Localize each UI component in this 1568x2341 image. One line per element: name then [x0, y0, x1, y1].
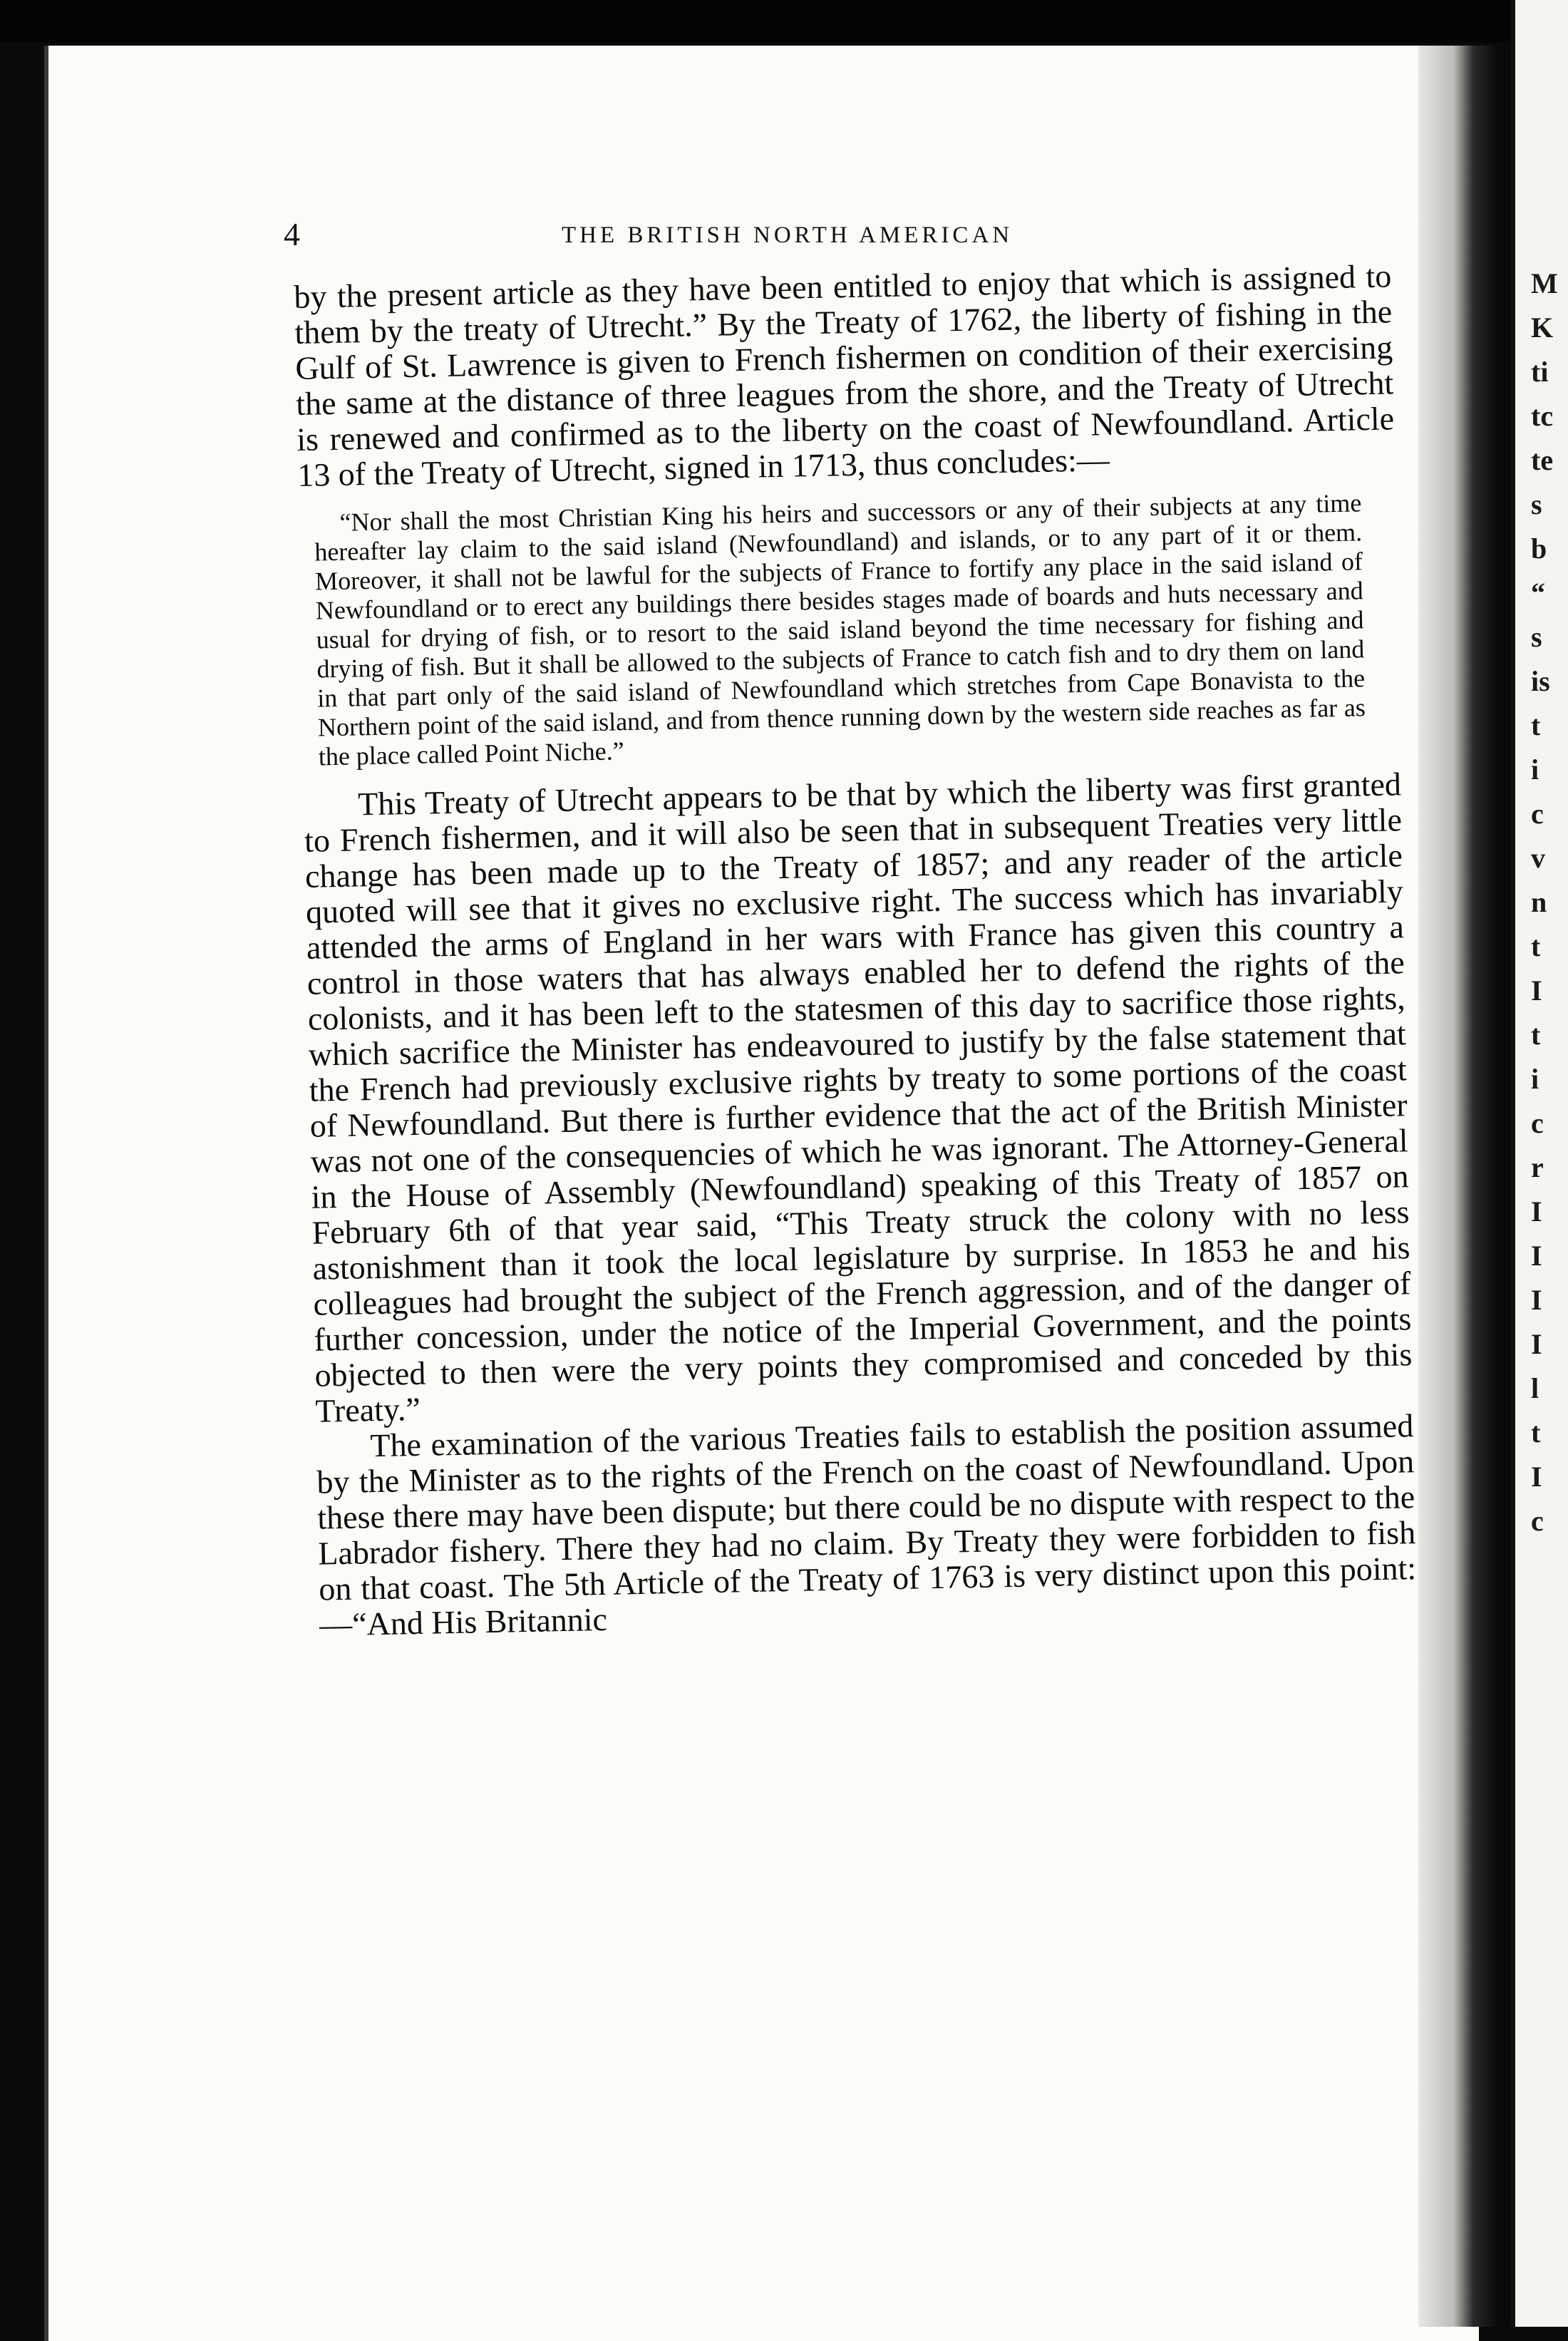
facing-page-letter: M: [1531, 267, 1558, 299]
facing-page-letter: i: [1531, 753, 1539, 786]
facing-page-letter: I: [1531, 1461, 1542, 1493]
facing-page-letter: r: [1531, 1151, 1544, 1183]
facing-page-letter: t: [1531, 930, 1541, 962]
quoted-article-13: “Nor shall the most Christian King his heirs and successors or any of their subjects at any time hereafter lay claim to the said island (Newfoundland) and islands, or to any part of it or them. Moreover, it shall not be lawful for the subjects of France to fortify any place in the said island of Newfoundland or to erect any buildings there besides stages made of boards and huts necessary and usual for drying of fish, or to resort to the said island beyond the time necessary for fishing and drying of fish. But it shall be allowed to the subjects of France to catch fish and to dry them on land in that part only of the said island of Newfoundland which stretches from Cape Bonavista to the Northern point of the said island, and from thence running down by the western side reaches as far as the place called Point Niche.”: [314, 488, 1366, 771]
page-header: [284, 215, 1396, 258]
facing-page-letter: I: [1531, 1328, 1542, 1360]
facing-page-letter: s: [1531, 621, 1542, 653]
facing-page-letter: te: [1531, 444, 1554, 476]
scan-border-top: [0, 0, 1568, 43]
running-title: THE BRITISH NORTH AMERICAN: [562, 222, 1013, 248]
facing-page-letter: tc: [1531, 400, 1554, 432]
paragraph-treaty-1762: by the present article as they have been entitled to enjoy that which is assigned to them by the treaty of Utrecht.” By the Treaty of 1762, the liberty of fishing in the Gulf of St. Lawrence is given to French fishermen on condition of their exercising the same at the distance of three leagues from the shore, and the Treaty of Utrecht is renewed and confirmed as to the liberty on the coast of Newfoundland. Article 13 of the Treaty of Utrecht, signed in 1713, thus concludes:—: [293, 257, 1395, 493]
facing-page-letter: ti: [1531, 356, 1549, 388]
facing-page-letter: is: [1531, 665, 1550, 697]
facing-page-letter: t: [1531, 1019, 1541, 1051]
facing-page-letter: t: [1531, 1416, 1541, 1449]
facing-page-letter: I: [1531, 1284, 1542, 1316]
facing-page-letter: c: [1531, 1107, 1544, 1139]
facing-page-letter: K: [1531, 312, 1554, 344]
page-number: 4: [284, 216, 300, 252]
facing-page-letter: “: [1531, 577, 1545, 609]
facing-page-letter: i: [1531, 1063, 1539, 1095]
page-left-edge: [44, 46, 48, 2341]
facing-page-letter: l: [1531, 1372, 1539, 1404]
facing-page-letter: n: [1531, 886, 1547, 918]
facing-page-letter: t: [1531, 709, 1541, 741]
paragraph-labrador-fishery: The examination of the various Treaties fails to establish the position assumed by the Minister as to the rights of the French on the coast of Newfoundland. Upon these there may have been dispute; but there could be no dispute with respect to the Labrador fishery. There they had no claim. By Treaty they were forbidden to fish on that coast. The 5th Article of the Treaty of 1763 is very distinct upon this point:—“And His Britannic: [316, 1407, 1417, 1643]
facing-page-letter: s: [1531, 488, 1542, 520]
facing-page-fragment: [1511, 0, 1568, 2327]
facing-page-letter: b: [1531, 532, 1547, 565]
paragraph-treaty-of-utrecht: This Treaty of Utrecht appears to be that by which the liberty was first granted to French fishermen, and it will also be seen that in subsequent Treaties very little change has been made up to the Treaty of 1857; and any reader of the article quoted will see that it gives no exclusive right. The success which has invariably attended the arms of England in her wars with France has given this country a control in those waters that has always enabled her to defend the rights of the colonists, and it has been left to the statesmen of this day to sacrifice those rights, which sacrifice the Minister has endeavoured to justify by the false statement that the French had previously exclusive rights by treaty to some portions of the coast of Newfoundland. But there is further evidence that the act of the British Minister was not one of the consequencies of which he was ignorant. The Attorney-General in the House of Assembly (Newfoundland) speaking of this Treaty of 1857 on February 6th of that year said, “This Treaty struck the colony with no less astonishment than it took the local legislature by surprise. In 1853 he and his colleagues had brought the subject of the French aggression, and of the danger of further concession, under the notice of the Imperial Government, and the points objected to then were the very points they compromised and conceded by this Treaty.”: [304, 766, 1413, 1429]
page-body: [294, 258, 1417, 1642]
facing-page-letter: I: [1531, 1195, 1542, 1228]
facing-page-letter: c: [1531, 1505, 1544, 1537]
facing-page-letter: v: [1531, 842, 1545, 874]
binding-gutter: [1418, 46, 1497, 2327]
facing-page-letter: I: [1531, 1240, 1542, 1272]
facing-page-letter: c: [1531, 798, 1544, 830]
facing-page-letter: I: [1531, 974, 1542, 1007]
